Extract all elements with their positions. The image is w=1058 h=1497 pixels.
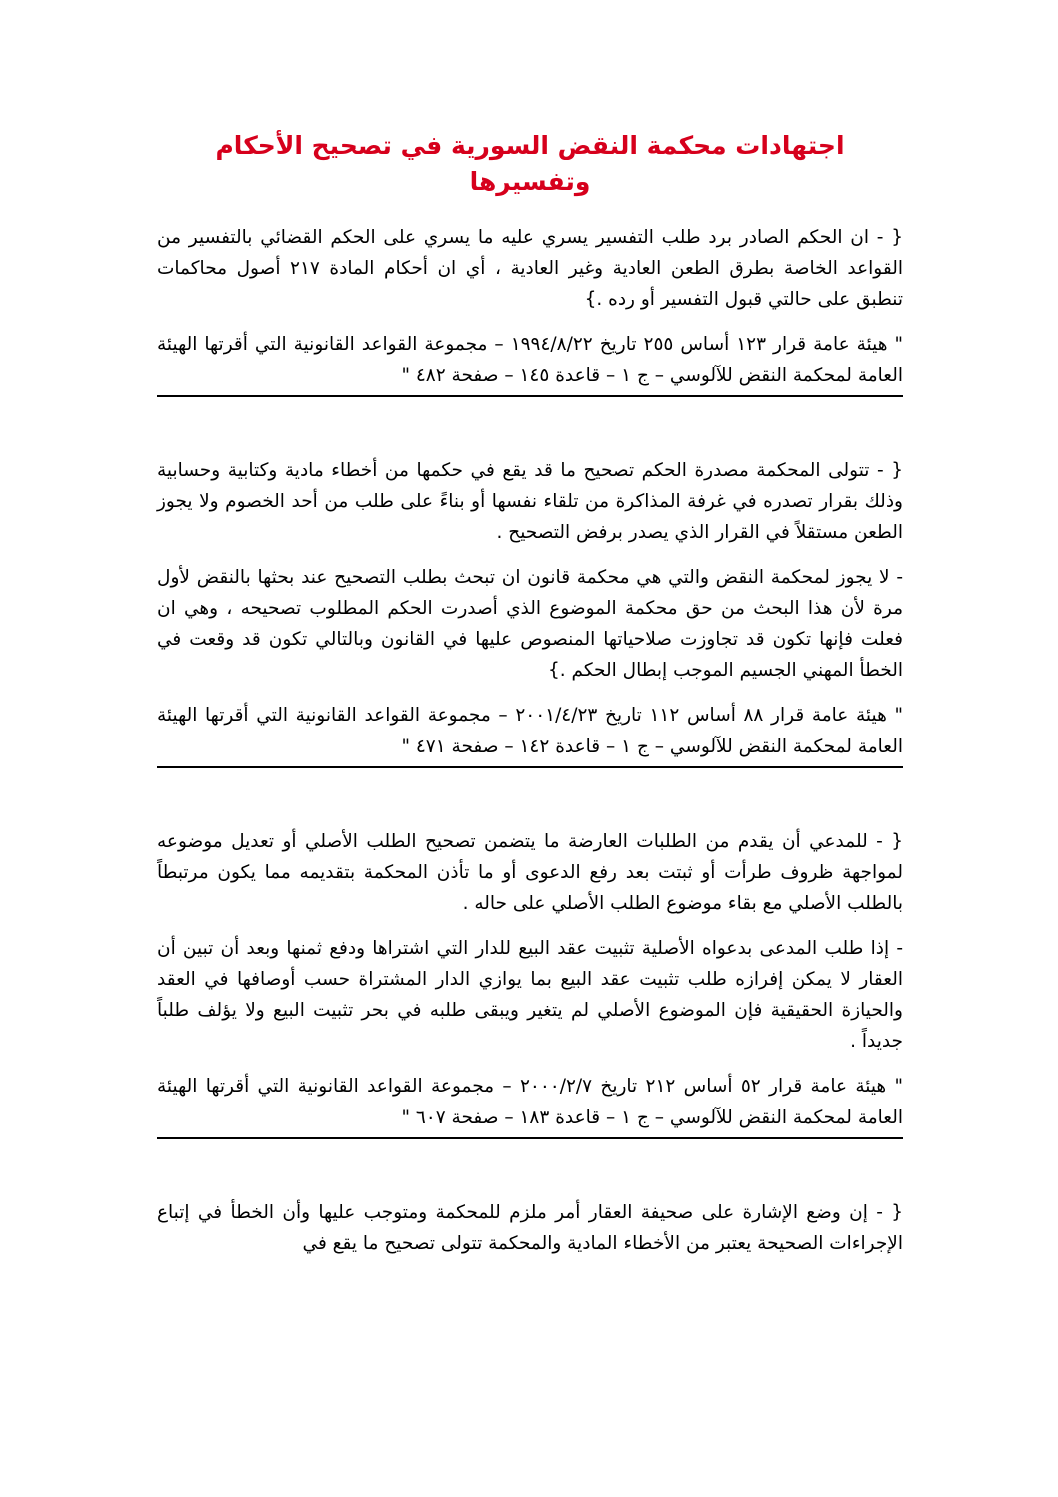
ruling-section-2 (157, 455, 903, 768)
ruling-section-3 (157, 826, 903, 1139)
page-title: اجتهادات محكمة النقض السورية في تصحيح الأحكام وتفسيرها (215, 131, 845, 196)
ruling-paragraph: { - تتولى المحكمة مصدرة الحكم تصحيح ما قد يقع في حكمها من أخطاء مادية وكتابية وحسابية وذلك بقرار تصدره في غرفة المذاكرة من تلقاء نفسها أو بناءً على طلب من أحد الخصوم ولا يجوز الطعن مستقلاً في القرار الذي يصدر برفض التصحيح . (157, 460, 903, 543)
ruling-paragraph: - لا يجوز لمحكمة النقض والتي هي محكمة قانون ان تبحث بطلب التصحيح عند بحثها بالنقض لأول مرة لأن هذا البحث من حق محكمة الموضوع الذي أصدرت الحكم المطلوب تصحيحه ، وهي ان فعلت فإنها تكون قد تجاوزت صلاحياتها المنصوص عليها في القانون وبالتالي تكون قد وقعت في الخطأ المهني الجسيم الموجب إبطال الحكم .} (157, 567, 903, 681)
section-spacer (157, 1139, 903, 1197)
ruling-paragraph: { - إن وضع الإشارة على صحيفة العقار أمر ملزم للمحكمة ومتوجب عليها وأن الخطأ في إتباع الإجراءات الصحيحة يعتبر من الأخطاء المادية والمحكمة تتولى تصحيح ما يقع في (157, 1202, 903, 1254)
ruling-section-1 (157, 222, 903, 397)
ruling-paragraph: { - ان الحكم الصادر برد طلب التفسير يسري عليه ما يسري على الحكم القضائي بالتفسير من القواعد الخاصة بطرق الطعن العادية وغير العادية ، أي ان أحكام المادة ٢١٧ أصول محاكمات تنطبق على حالتي قبول التفسير أو رده .} (157, 227, 903, 310)
section-spacer (157, 768, 903, 826)
ruling-reference: " هيئة عامة قرار ٨٨ أساس ١١٢ تاريخ ٢٠٠١/٤/٢٣ – مجموعة القواعد القانونية التي أقرتها الهيئة العامة لمحكمة النقض للآلوسي – ج ١ – قاعدة ١٤٢ – صفحة ٤٧١ " (157, 700, 903, 768)
ruling-paragraph: - إذا طلب المدعى بدعواه الأصلية تثبيت عقد البيع للدار التي اشتراها ودفع ثمنها وبعد أن تبين أن العقار لا يمكن إفرازه طلب تثبيت عقد البيع بما يوازي الدار المشتراة حسب أوصافها في العقد والحيازة الحقيقية فإن الموضوع الأصلي لم يتغير ويبقى طلبه في بحر تثبيت البيع ولا يؤلف طلباً جديداً . (157, 938, 903, 1052)
document-page (157, 128, 903, 1273)
section-spacer (157, 397, 903, 455)
ruling-reference: " هيئة عامة قرار ٥٢ أساس ٢١٢ تاريخ ٢٠٠٠/٢/٧ – مجموعة القواعد القانونية التي أقرتها الهيئة العامة لمحكمة النقض للآلوسي – ج ١ – قاعدة ١٨٣ – صفحة ٦٠٧ " (157, 1071, 903, 1139)
ruling-section-4 (157, 1197, 903, 1259)
ruling-reference: " هيئة عامة قرار ١٢٣ أساس ٢٥٥ تاريخ ١٩٩٤/٨/٢٢ – مجموعة القواعد القانونية التي أقرتها الهيئة العامة لمحكمة النقض للآلوسي – ج ١ – قاعدة ١٤٥ – صفحة ٤٨٢ " (157, 329, 903, 397)
ruling-paragraph: { - للمدعي أن يقدم من الطلبات العارضة ما يتضمن تصحيح الطلب الأصلي أو تعديل موضوعه لمواجهة ظروف طرأت أو ثبتت بعد رفع الدعوى أو ما تأذن المحكمة بتقديمه مما يكون مرتبطاً بالطلب الأصلي مع بقاء موضوع الطلب الأصلي على حاله . (157, 831, 903, 914)
